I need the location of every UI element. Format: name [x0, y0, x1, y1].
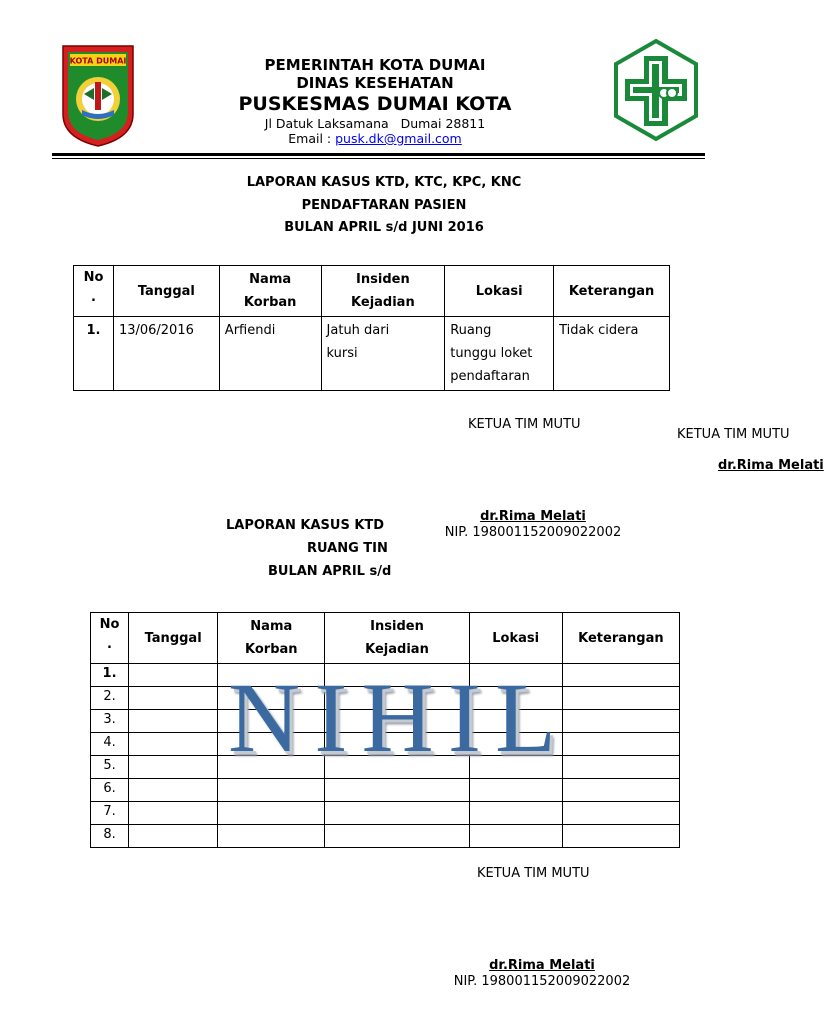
cell-lokasi: Ruang tunggu loket pendaftaran — [445, 317, 554, 391]
col-header-nama-korban: Nama Korban — [219, 266, 321, 317]
header-line-1: PEMERINTAH KOTA DUMAI — [264, 56, 486, 74]
row-number: 7. — [91, 802, 129, 825]
col-header-lokasi: Lokasi — [445, 266, 554, 317]
cell-insiden: Jatuh dari kursi — [321, 317, 445, 391]
col-header-insiden: Insiden Kejadian — [321, 266, 445, 317]
kota-dumai-logo — [60, 44, 136, 148]
overflow-signer-title: KETUA TIM MUTU — [677, 427, 790, 442]
table-row — [91, 779, 680, 802]
header-address: Jl Datuk Laksamana Dumai 28811 — [264, 116, 486, 131]
report1-title-3: BULAN APRIL s/d JUNI 2016 — [284, 220, 484, 235]
overflow-signer-name: dr.Rima Melati — [718, 458, 824, 473]
header-rule-thick — [52, 153, 705, 156]
header-line-2: DINAS KESEHATAN — [296, 74, 454, 92]
col-header-keterangan: Keterangan — [562, 613, 679, 664]
cell-no: 1. — [74, 317, 114, 391]
table-header-row — [91, 613, 680, 664]
row-number: 8. — [91, 825, 129, 848]
report2-signer-name: dr.Rima Melati — [489, 958, 595, 973]
row-number: 3. — [91, 710, 129, 733]
cell-keterangan: Tidak cidera — [554, 317, 670, 391]
col-header-no: No . — [91, 613, 129, 664]
header-rule-thin — [52, 158, 705, 159]
cell-tanggal: 13/06/2016 — [113, 317, 219, 391]
header-line-3: PUSKESMAS DUMAI KOTA — [238, 93, 512, 115]
table-header-row — [74, 266, 670, 317]
signature1-name: dr.Rima Melati — [480, 509, 586, 524]
report1-title-1: LAPORAN KASUS KTD, KTC, KPC, KNC — [246, 175, 522, 190]
puskesmas-logo — [612, 38, 700, 144]
email-link[interactable]: pusk.dk@gmail.com — [335, 131, 462, 146]
cell-nama-korban: Arfiendi — [219, 317, 321, 391]
report2-title-3: BULAN APRIL s/d — [268, 564, 392, 579]
row-number: 4. — [91, 733, 129, 756]
report2-title-2: RUANG TIN — [307, 541, 388, 556]
row-number: 5. — [91, 756, 129, 779]
report2-signer-title: KETUA TIM MUTU — [477, 866, 590, 881]
col-header-tanggal: Tanggal — [113, 266, 219, 317]
report2-signer-nip: NIP. 198001152009022002 — [453, 974, 631, 989]
report1-signer-title: KETUA TIM MUTU — [468, 417, 581, 432]
col-header-insiden: Insiden Kejadian — [325, 613, 469, 664]
row-number: 1. — [91, 664, 129, 687]
title-cover-mark — [440, 575, 500, 578]
col-header-lokasi: Lokasi — [469, 613, 562, 664]
row-number: 6. — [91, 779, 129, 802]
col-header-no: No . — [74, 266, 114, 317]
col-header-nama-korban: Nama Korban — [218, 613, 325, 664]
report2-title-1: LAPORAN KASUS KTD — [226, 518, 385, 533]
col-header-keterangan: Keterangan — [554, 266, 670, 317]
report1-table — [73, 265, 670, 391]
table-row — [74, 317, 670, 391]
email-label: Email : — [288, 131, 336, 146]
nihil-watermark: NIHIL — [228, 662, 571, 773]
table-row — [91, 825, 680, 848]
col-header-tanggal: Tanggal — [129, 613, 218, 664]
report1-title-2: PENDAFTARAN PASIEN — [301, 197, 467, 213]
logo-lettering: KOTA DUMAI — [69, 56, 127, 66]
table-row — [91, 802, 680, 825]
signature1-nip: NIP. 198001152009022002 — [444, 525, 622, 540]
row-number: 2. — [91, 687, 129, 710]
